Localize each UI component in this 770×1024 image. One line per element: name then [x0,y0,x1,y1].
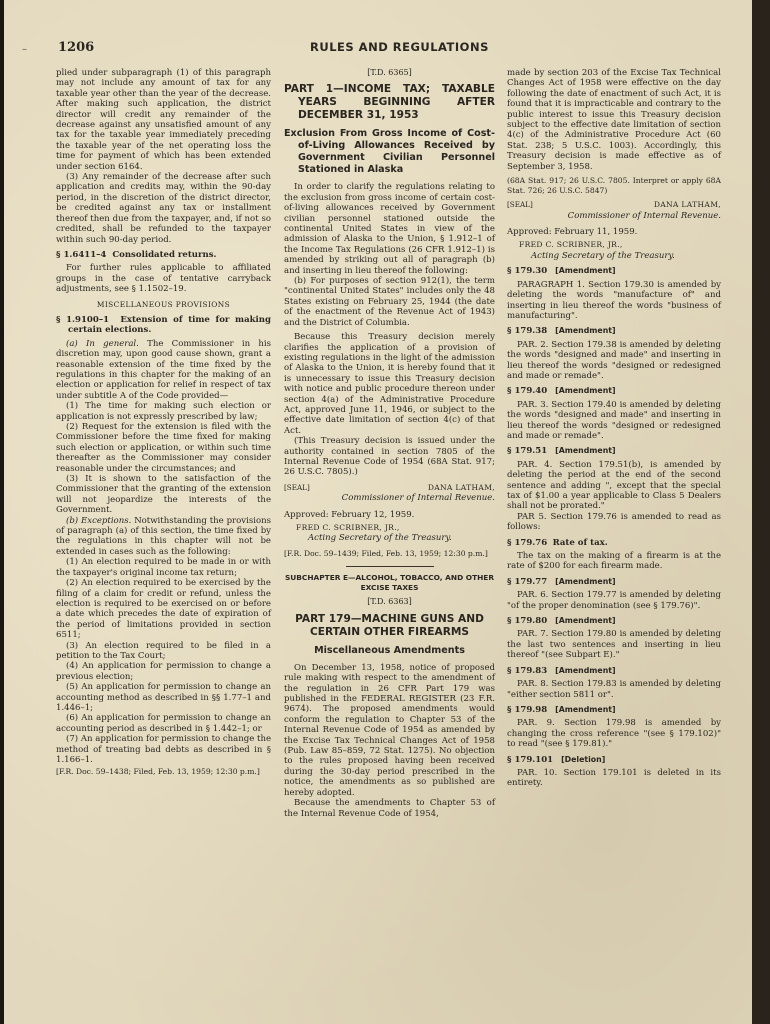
section-number: § 1.6411–4 [56,249,107,260]
part-heading: PART 179—MACHINE GUNS AND CERTAIN OTHER FIREARMS [295,612,484,638]
paragraph-lead: (a) In general. [66,338,139,349]
paragraph: PAR. 9. Section 179.98 is amended by changing the cross reference "(see § 179.102)" to read "(see § 179.81)." [507,718,721,750]
section-number: § 1.9100–1 [56,314,110,325]
edge-mark: – [22,44,27,55]
paragraph: PAR. 3. Section 179.40 is amended by deleting the words "designed and made" and inserting in lieu thereof the words "designed or redesigned and made or remade". [507,399,721,441]
signer-title: Commissioner of Internal Revenue. [341,493,495,504]
column-3 [507,68,721,789]
paragraph: (3) It is shown to the satisfaction of the Commissioner that the granting of the extension will not jeopardize the interests of the Government. [56,474,271,516]
paragraph: (3) Any remainder of the decrease after such application and credits may, within the 90-day period, in the discretion of the district director, be credited against any tax or installment thereof then due from the taxpayer, and, if not so credited, shall be refunded to the taxpayer within such 90-day period. [56,172,271,245]
subject-heading: Miscellaneous Amendments [314,644,465,656]
paragraph: Because the amendments to Chapter 53 of the Internal Revenue Code of 1954, [284,798,495,819]
paragraph: (7) An application for permission to change the method of treating bad debts as described in § 1.166–1. [56,734,272,765]
paragraph: The tax on the making of a firearm is at the rate of $200 for each firearm made. [507,551,721,572]
section-heading: § 179.76 Rate of tax. [507,537,608,548]
paragraph: PARAGRAPH 1. Section 179.30 is amended by deleting the words "manufacture of" and inserting in lieu thereof the words "business of manufacturing". [507,279,721,321]
paragraph: Because this Treasury decision merely clarifies the application of a provision of existing regulations in the light of the admission of Alaska to the Union, it is hereby found that it is unnecessary to issue this Treasury decision with notice and public procedure thereon under section 4(a) of the Administrative Procedure Act, approved June 11, 1946, or subject to the effective date limitation of section 4(c) of that Act. [284,332,495,436]
part-heading: PART 1—INCOME TAX; TAXABLE YEARS BEGINNING AFTER DECEMBER 31, 1953 [284,83,495,122]
signer-title: Commissioner of Internal Revenue. [567,210,721,221]
paragraph: (5) An application for permission to change an accounting method as described in §§ 1.77–1 and 1.446–1; [56,682,271,713]
amendment-heading: § 179.30 [Amendment] [507,266,616,277]
paragraph-lead: (b) Exceptions. [66,515,132,526]
subchapter-heading: SUBCHAPTER E—ALCOHOL, TOBACCO, AND OTHER EXCISE TAXES [284,573,495,593]
approval-date: Approved: February 12, 1959. [284,509,415,520]
column-1 [56,68,271,780]
amendment-heading: § 179.80 [Amendment] [507,616,616,627]
paragraph: PAR. 10. Section 179.101 is deleted in its entirety. [507,767,721,789]
treasury-decision-number: [T.D. 6363] [367,597,412,607]
signature-block [507,200,721,210]
paragraph: (2) Request for the extension is filed with the Commissioner before the time fixed for making such election or application, or within such time thereafter as the Commissioner may consider reasonable under the circumstances; and [56,422,271,474]
running-head: RULES AND REGULATIONS [310,40,489,54]
section-title: Extension of time for making certain elections. [68,314,271,336]
signer-name: DANA LATHAM, [427,482,495,492]
page-edge-shadow [752,0,770,1024]
amendment-heading: § 179.40 [Amendment] [507,386,616,397]
section-heading [56,315,271,336]
paragraph: (This Treasury decision is issued under the authority contained in section 7805 of the Internal Revenue Code of 1954 (68A Stat. 917; 26 U.S.C. 7805).) [284,436,495,478]
approver-name: FRED C. SCRIBNER, JR., [519,240,623,250]
fr-doc-citation: [F.R. Doc. 59–1439; Filed, Feb. 13, 1959; 12:30 p.m.] [284,548,488,558]
center-heading: MISCELLANEOUS PROVISIONS [96,299,231,309]
amendment-heading: § 179.77 [Amendment] [507,576,616,587]
paragraph: (4) An application for permission to change a previous election; [56,661,271,682]
paragraph: (b) Exceptions. Notwithstanding the provisions of paragraph (a) of this section, the time fixed by the regulations in this chapter will not be extended in cases such as the following: [56,515,271,557]
paragraph: PAR. 6. Section 179.77 is amended by deleting "of the proper denomination (see § 179.76)". [507,590,721,611]
paragraph: (2) An election required to be exercised by the filing of a claim for credit or refund, unless the election is required to be exercised on or before a date which precedes the date of expiration of the period of limitations provided in section 6511; [56,578,271,641]
paragraph: On December 13, 1958, notice of proposed rule making with respect to the amendment of the regulation in 26 CFR Part 179 was published in the FEDERAL REGISTER (23 F.R. 9674). The proposed amendments would conform the regulation to Chapter 53 of the Internal Revenue Code of 1954 as amended by the Excise Tax Technical Changes Act of 1958 (Pub. Law 85–859, 72 Stat. 1275). No objection to the rules proposed having been received during the 30-day period prescribed in the notice, the amendments as so published are hereby adopted. [284,662,495,798]
amendment-heading: § 179.51 [Amendment] [507,446,616,457]
amendment-heading: § 179.38 [Amendment] [507,326,616,337]
paragraph: (3) An election required to be filed in a petition to the Tax Court; [56,640,271,661]
paragraph: made by section 203 of the Excise Tax Technical Changes Act of 1958 were effective on the day following the date of enactment of such Act, it is found that it is impracticable and contrary to the public interest to issue this Treasury decision subject to the effective date limitation of section 4(c) of the Administrative Procedure Act (60 Stat. 238; 5 U.S.C. 1003). Accordingly, this Treasury decision is made effective as of September 3, 1958. [507,68,721,172]
section-title: Consolidated returns. [112,249,217,260]
section-divider [346,566,434,567]
paragraph: For further rules applicable to affiliated groups in the case of tentative carryback adjustments, see § 1.1502–19. [56,263,271,295]
document-page [4,0,752,1024]
paragraph: In order to clarify the regulations relating to the exclusion from gross income of certain cost-of-living allowances received by Government civilian personnel stationed outside the continental United States in view of the admission of Alaska to the Union, § 1.912–1 of the Income Tax Regulations (26 CFR 1.912–1) is amended by striking out all of paragraph (b) and inserting in lieu thereof the following: [284,182,495,276]
seal-mark: [SEAL] [507,200,533,210]
paragraph: (a) In general. The Commissioner in his discretion may, upon good cause shown, grant a reasonable extension of the time fixed by the regulations in this chapter for the making of an election or application for relief in respect of tax under subtitle A of the Code provided— [56,338,271,401]
paragraph: (1) The time for making such election or application is not expressly prescribed by law; [56,401,271,422]
subject-heading: Exclusion From Gross Income of Cost-of-Living Allowances Received by Government Civilian Personnel Stationed in Alaska [284,128,495,176]
paragraph: PAR. 7. Section 179.80 is amended by deleting the last two sentences and inserting in lieu thereof "(see Subpart E)." [507,629,721,661]
paragraph: PAR. 2. Section 179.38 is amended by deleting the words "designed and made" and inserting in lieu thereof the words "designed or redesigned and made or remade". [507,339,721,381]
approver-title: Acting Secretary of the Treasury. [308,533,452,544]
amendment-heading: § 179.83 [Amendment] [507,665,616,676]
page-number: 1206 [58,40,95,55]
deletion-heading: § 179.101 [Deletion] [507,754,606,765]
signature-block [284,483,495,493]
treasury-decision-number: [T.D. 6365] [367,68,412,77]
authority-citation: (68A Stat. 917; 26 U.S.C. 7805. Interpret or apply 68A Stat. 726; 26 U.S.C. 5847) [507,176,721,195]
approver-name: FRED C. SCRIBNER, JR., [296,523,400,532]
approver-title: Acting Secretary of the Treasury. [531,250,675,261]
signer-name: DANA LATHAM, [653,200,721,210]
section-heading [56,250,271,260]
paragraph: PAR. 8. Section 179.83 is amended by deleting "either section 5811 or". [507,679,721,700]
paragraph: (b) For purposes of section 912(1), the term "continental United States" includes only the 48 States existing on February 25, 1944 (the date of the enactment of the Revenue Act of 1943) and the District of Columbia. [284,276,495,328]
column-2 [284,68,495,819]
paragraph: (6) An application for permission to change an accounting period as described in § 1.442–1; or [56,713,271,734]
amendment-heading: § 179.98 [Amendment] [507,704,616,715]
paragraph: plied under subparagraph (1) of this paragraph may not include any amount of tax for any taxable year other than the year of the decrease. After making such application, the district director will credit any remainder of the decrease against any unsatisfied amount of any tax for the taxable year immediately preceding the taxable year of the net operating loss the time for payment of which has been extended under section 6164. [56,68,271,172]
paragraph: (1) An election required to be made in or with the taxpayer's original income tax return; [56,557,271,578]
approval-date: Approved: February 11, 1959. [507,227,638,238]
fr-doc-citation: [F.R. Doc. 59–1438; Filed, Feb. 13, 1959; 12:30 p.m.] [56,767,260,777]
paragraph: PAR 5. Section 179.76 is amended to read as follows: [507,511,721,533]
paragraph: PAR. 4. Section 179.51(b), is amended by deleting the period at the end of the second sentence and adding ", except that the special tax of $1.00 a year applicable to Class 5 Dealers shall not be prorated." [507,459,721,512]
seal-mark: [SEAL] [284,482,310,492]
